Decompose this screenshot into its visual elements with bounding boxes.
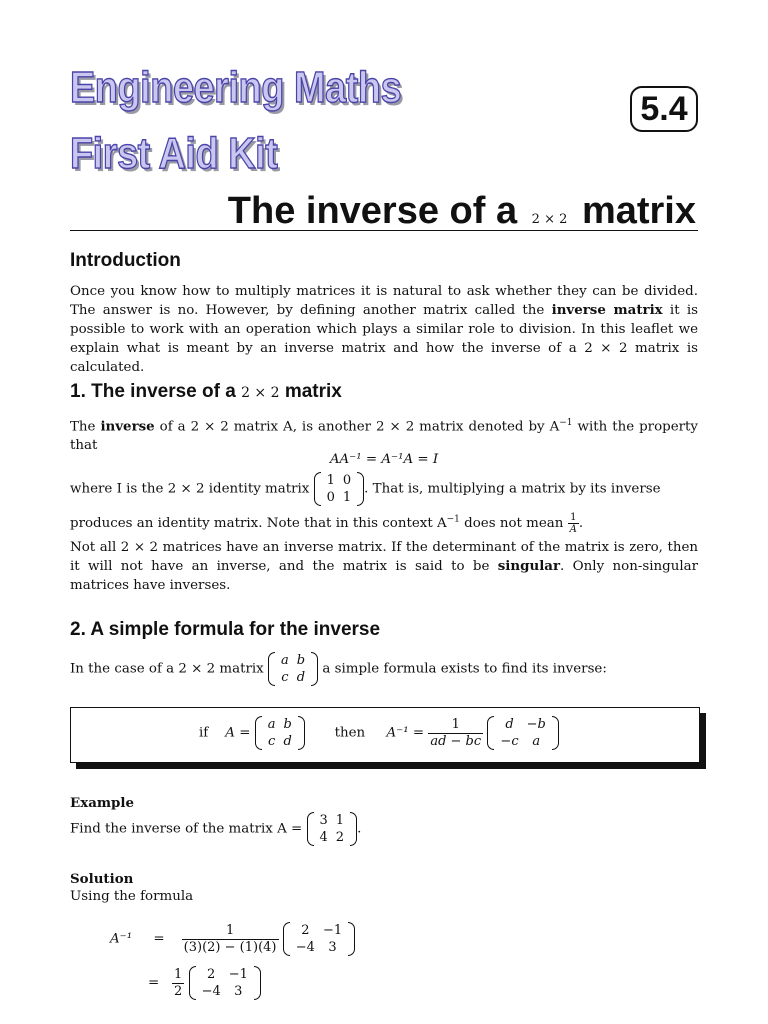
s1-p3-a: Not all 2 × 2 matrices have an inverse matrix. If the determinant of the matrix is zero, then it will not have an inverse, and the matrix is said to be — [70, 540, 698, 574]
matrix-cell: −c — [500, 734, 519, 749]
matrix-row — [277, 669, 309, 686]
matrix-cell: 3 — [234, 984, 243, 999]
intro-bold: inverse matrix — [551, 302, 663, 318]
solution-step1 — [110, 922, 355, 956]
section1-heading-a: 1. The inverse of a — [70, 381, 236, 402]
example-end: . — [357, 821, 362, 837]
s1-p3-bold: singular — [497, 558, 561, 574]
solution-heading: Solution — [70, 871, 134, 887]
matrix-cell: 3 — [328, 940, 337, 955]
matrix-cell: 3 — [319, 813, 328, 828]
leaflet-number-badge: 5.4 — [630, 86, 698, 132]
box-fraction — [428, 717, 483, 750]
solution-matrix2 — [189, 966, 261, 1000]
frac-num: 1 — [568, 512, 579, 524]
solution-matrix1 — [283, 922, 355, 956]
title-end: matrix — [581, 190, 696, 232]
solution-fraction1 — [182, 923, 279, 956]
s1-p1-c: with the property that — [70, 419, 698, 454]
matrix-cell: 1 — [326, 473, 335, 488]
matrix-cell: a — [281, 653, 289, 668]
matrix-cell: 0 — [342, 473, 352, 488]
box-frac-den: ad − bc — [430, 733, 482, 749]
matrix-row — [496, 716, 549, 733]
section2-heading: 2. A simple formula for the inverse — [70, 619, 381, 640]
s1-p1-sup: −1 — [559, 418, 573, 428]
matrix-cell: 0 — [326, 490, 335, 505]
box-a-eq: A = — [225, 725, 251, 741]
solution-fraction2 — [172, 967, 184, 1000]
solution-step2 — [148, 966, 261, 1000]
matrix-row — [292, 939, 346, 956]
identity-matrix — [314, 472, 365, 506]
title-main: The inverse of a — [227, 190, 518, 232]
section1-heading — [70, 381, 342, 403]
one-over-a-fraction — [568, 512, 579, 535]
logo-title-line2: First Aid Kit — [70, 129, 278, 178]
matrix-row — [277, 652, 309, 669]
matrix-cell: −4 — [201, 984, 221, 999]
case-text-b: a simple formula exists to find its inverse: — [322, 661, 607, 677]
abcd-matrix — [268, 652, 318, 686]
solution-eq2: = — [148, 975, 160, 991]
produces-text-a: produces an identity matrix. Note that in this context A — [70, 516, 447, 531]
section1-paragraph3 — [70, 538, 698, 595]
matrix-cell: d — [283, 734, 292, 749]
sol-frac2-den: 2 — [174, 983, 183, 999]
inverse-property-equation: AA⁻¹ = A⁻¹A = I — [329, 452, 439, 467]
matrix-cell: a — [532, 734, 541, 749]
matrix-cell: −4 — [295, 940, 315, 955]
formula-box — [70, 707, 700, 763]
box-frac-num: 1 — [428, 717, 483, 734]
formula-content — [199, 716, 559, 750]
matrix-cell: −1 — [228, 967, 248, 982]
matrix-row — [198, 966, 252, 983]
sol-frac1-num: 1 — [182, 923, 279, 940]
solution-text: Using the formula — [70, 889, 194, 904]
matrix-cell: 4 — [319, 830, 328, 845]
matrix-row — [198, 983, 252, 1000]
matrix-cell: 1 — [335, 813, 345, 828]
example-matrix — [307, 812, 358, 846]
matrix-cell: b — [296, 653, 306, 668]
where-text-b: . That is, multiplying a matrix by its inverse — [364, 481, 661, 497]
produces-sup: −1 — [446, 514, 460, 525]
matrix-cell: c — [267, 734, 276, 749]
s1-p1-a: The — [70, 419, 101, 435]
box-ainv-eq: A⁻¹ = — [386, 725, 425, 741]
matrix-row — [292, 922, 346, 939]
case-text-a: In the case of a 2 × 2 matrix — [70, 661, 264, 677]
matrix-cell: 2 — [207, 967, 216, 982]
matrix-cell: b — [283, 717, 292, 732]
section1-heading-size: 2 × 2 — [241, 385, 280, 401]
example-heading: Example — [70, 795, 135, 811]
title-size: 2 × 2 — [531, 212, 568, 227]
produces-text-b: does not mean — [459, 516, 564, 531]
sol-frac1-den: (3)(2) − (1)(4) — [183, 939, 277, 955]
matrix-cell: −1 — [322, 923, 343, 938]
identity-line — [70, 472, 661, 506]
matrix-row — [316, 812, 349, 829]
logo-title-line1: Engineering Maths — [70, 63, 402, 112]
solution-lhs: A⁻¹ — [110, 931, 133, 947]
s1-p1-b: of a 2 × 2 matrix A, is another 2 × 2 matrix denoted by A — [154, 419, 560, 435]
example-line — [70, 812, 361, 846]
matrix-row — [323, 472, 356, 489]
matrix-cell: 2 — [301, 923, 310, 938]
intro-text-b: it is possible to work with an operation which plays a similar role to division. In this leaflet we explain what is meant by an inverse matrix and how the inverse of a 2 × 2 matrix is calculated. — [70, 303, 698, 375]
box-result-matrix — [487, 716, 558, 750]
where-text: where I is the 2 × 2 identity matrix — [70, 481, 310, 497]
matrix-cell: c — [281, 670, 289, 685]
box-abcd-matrix — [255, 716, 305, 750]
page-title — [228, 190, 696, 233]
box-if: if — [199, 725, 209, 741]
matrix-cell: −b — [526, 717, 546, 732]
matrix-cell: 1 — [342, 490, 352, 505]
matrix-row — [323, 489, 356, 506]
intro-heading: Introduction — [70, 250, 181, 271]
produces-line: produces an identity matrix. Note that in this context $A^{-1}$ does not mean $\frac{1}{A}$ . — [70, 512, 584, 535]
matrix-cell: d — [505, 717, 514, 732]
intro-text-a: Once you know how to multiply matrices it is natural to ask whether they can be divided. The answer is no. However, by defining another matrix called the — [70, 284, 698, 318]
s1-p3-b: . Only non-singular matrices have inverses. — [70, 559, 698, 593]
matrix-row — [264, 733, 296, 750]
title-rule — [70, 230, 698, 231]
matrix-row — [496, 733, 549, 750]
solution-eq1: = — [153, 931, 165, 947]
matrix-cell: 2 — [335, 830, 345, 845]
s1-p1-bold: inverse — [100, 418, 155, 435]
sol-frac2-num: 1 — [174, 966, 183, 982]
matrix-row — [316, 829, 349, 846]
intro-paragraph — [70, 282, 698, 377]
case-line — [70, 652, 607, 686]
box-then: then — [334, 725, 366, 741]
frac-den: A — [569, 524, 577, 535]
matrix-cell: a — [267, 717, 276, 732]
matrix-row — [264, 716, 296, 733]
section1-heading-b: matrix — [284, 381, 342, 402]
example-text: Find the inverse of the matrix A = — [70, 821, 303, 837]
section1-paragraph1 — [70, 414, 698, 455]
matrix-cell: d — [296, 670, 306, 685]
